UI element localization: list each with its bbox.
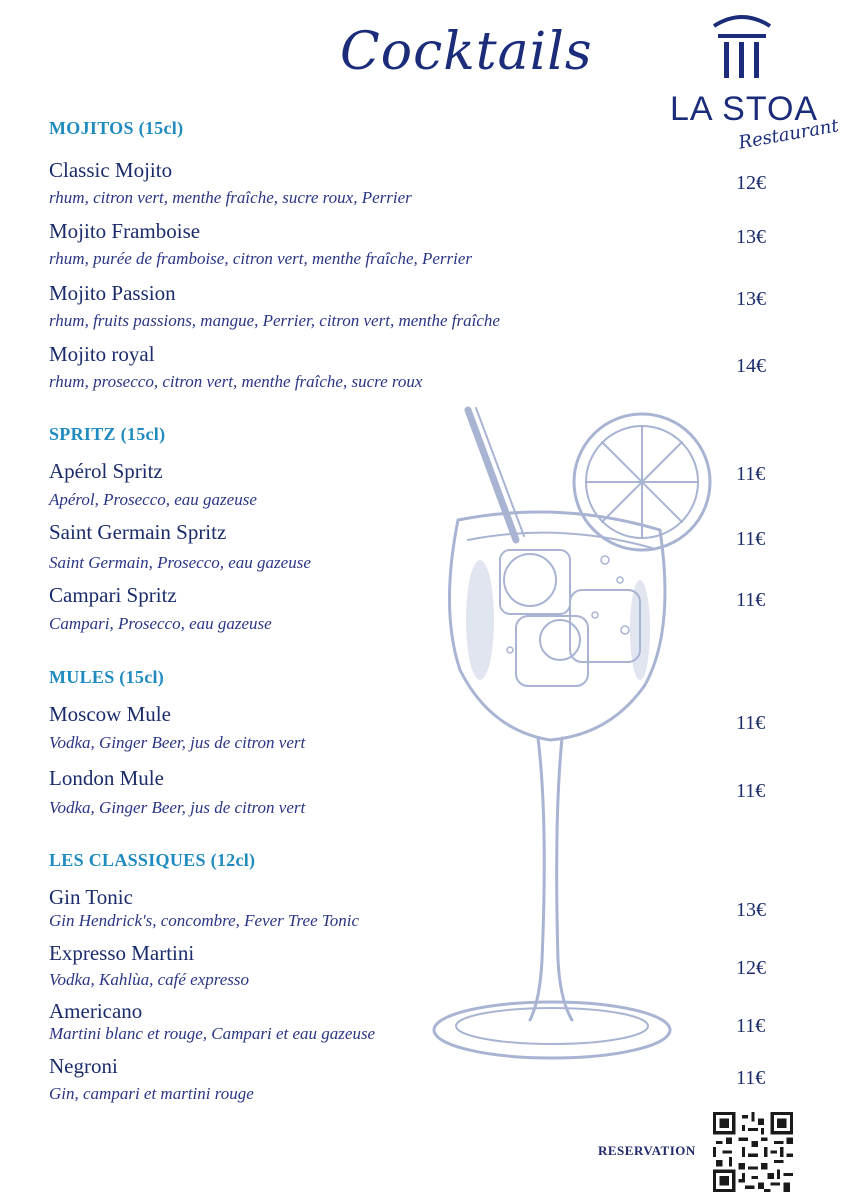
cocktail-glass-illustration (420, 400, 730, 1080)
item-name: Expresso Martini (49, 941, 195, 965)
item-price: 13€ (736, 288, 766, 310)
item-desc: Martini blanc et rouge, Campari et eau gazeuse (49, 1024, 376, 1043)
item-desc: Apérol, Prosecco, eau gazeuse (49, 490, 257, 509)
item-desc: rhum, fruits passions, mangue, Perrier, citron vert, menthe fraîche (49, 311, 500, 330)
section-title-mojitos: MOJITOS (15cl) (49, 118, 184, 138)
item-price: 11€ (736, 1015, 766, 1037)
item-name: Mojito Framboise (49, 219, 201, 243)
item-price: 14€ (736, 355, 766, 377)
item-price: 13€ (736, 899, 766, 921)
item-price: 11€ (736, 780, 766, 802)
item-name: Mojito royal (49, 342, 155, 366)
section-title-mules: MULES (15cl) (49, 667, 165, 687)
item-name: London Mule (49, 766, 164, 790)
item-price: 11€ (736, 712, 766, 734)
item-price: 12€ (736, 172, 766, 194)
item-desc: rhum, prosecco, citron vert, menthe fraîche, sucre roux (49, 372, 423, 391)
item-name: Negroni (49, 1054, 118, 1078)
brand-subtitle: Restaurant (736, 115, 841, 154)
item-name: Americano (49, 999, 143, 1023)
item-desc: Campari, Prosecco, eau gazeuse (49, 614, 272, 633)
brand-name: LA STOA (670, 90, 819, 128)
qr-code-icon[interactable] (713, 1112, 793, 1192)
item-name: Classic Mojito (49, 158, 173, 182)
item-desc: rhum, purée de framboise, citron vert, menthe fraîche, Perrier (49, 249, 473, 268)
columns-logo-icon (710, 12, 774, 84)
reservation-label: RESERVATION (598, 1143, 696, 1158)
restaurant-logo (660, 12, 840, 152)
section-title-spritz: SPRITZ (15cl) (49, 424, 166, 444)
item-desc: rhum, citron vert, menthe fraîche, sucre roux, Perrier (49, 188, 412, 207)
item-name: Moscow Mule (49, 702, 171, 726)
item-name: Mojito Passion (49, 281, 176, 305)
item-price: 11€ (736, 589, 766, 611)
item-name: Saint Germain Spritz (49, 520, 227, 544)
item-price: 11€ (736, 463, 766, 485)
item-desc: Gin Hendrick's, concombre, Fever Tree Tonic (49, 911, 360, 930)
item-name: Gin Tonic (49, 885, 133, 909)
item-desc: Vodka, Kahlùa, café expresso (49, 970, 250, 989)
item-price: 11€ (736, 1067, 766, 1089)
item-price: 11€ (736, 528, 766, 550)
item-desc: Gin, campari et martini rouge (49, 1084, 254, 1103)
item-price: 12€ (736, 957, 766, 979)
item-name: Campari Spritz (49, 583, 177, 607)
section-title-classiques: LES CLASSIQUES (12cl) (49, 850, 256, 870)
page-title: Cocktails (340, 22, 593, 82)
item-name: Apérol Spritz (49, 459, 163, 483)
item-desc: Saint Germain, Prosecco, eau gazeuse (49, 553, 311, 572)
item-price: 13€ (736, 226, 766, 248)
item-desc: Vodka, Ginger Beer, jus de citron vert (49, 733, 306, 752)
item-desc: Vodka, Ginger Beer, jus de citron vert (49, 798, 306, 817)
